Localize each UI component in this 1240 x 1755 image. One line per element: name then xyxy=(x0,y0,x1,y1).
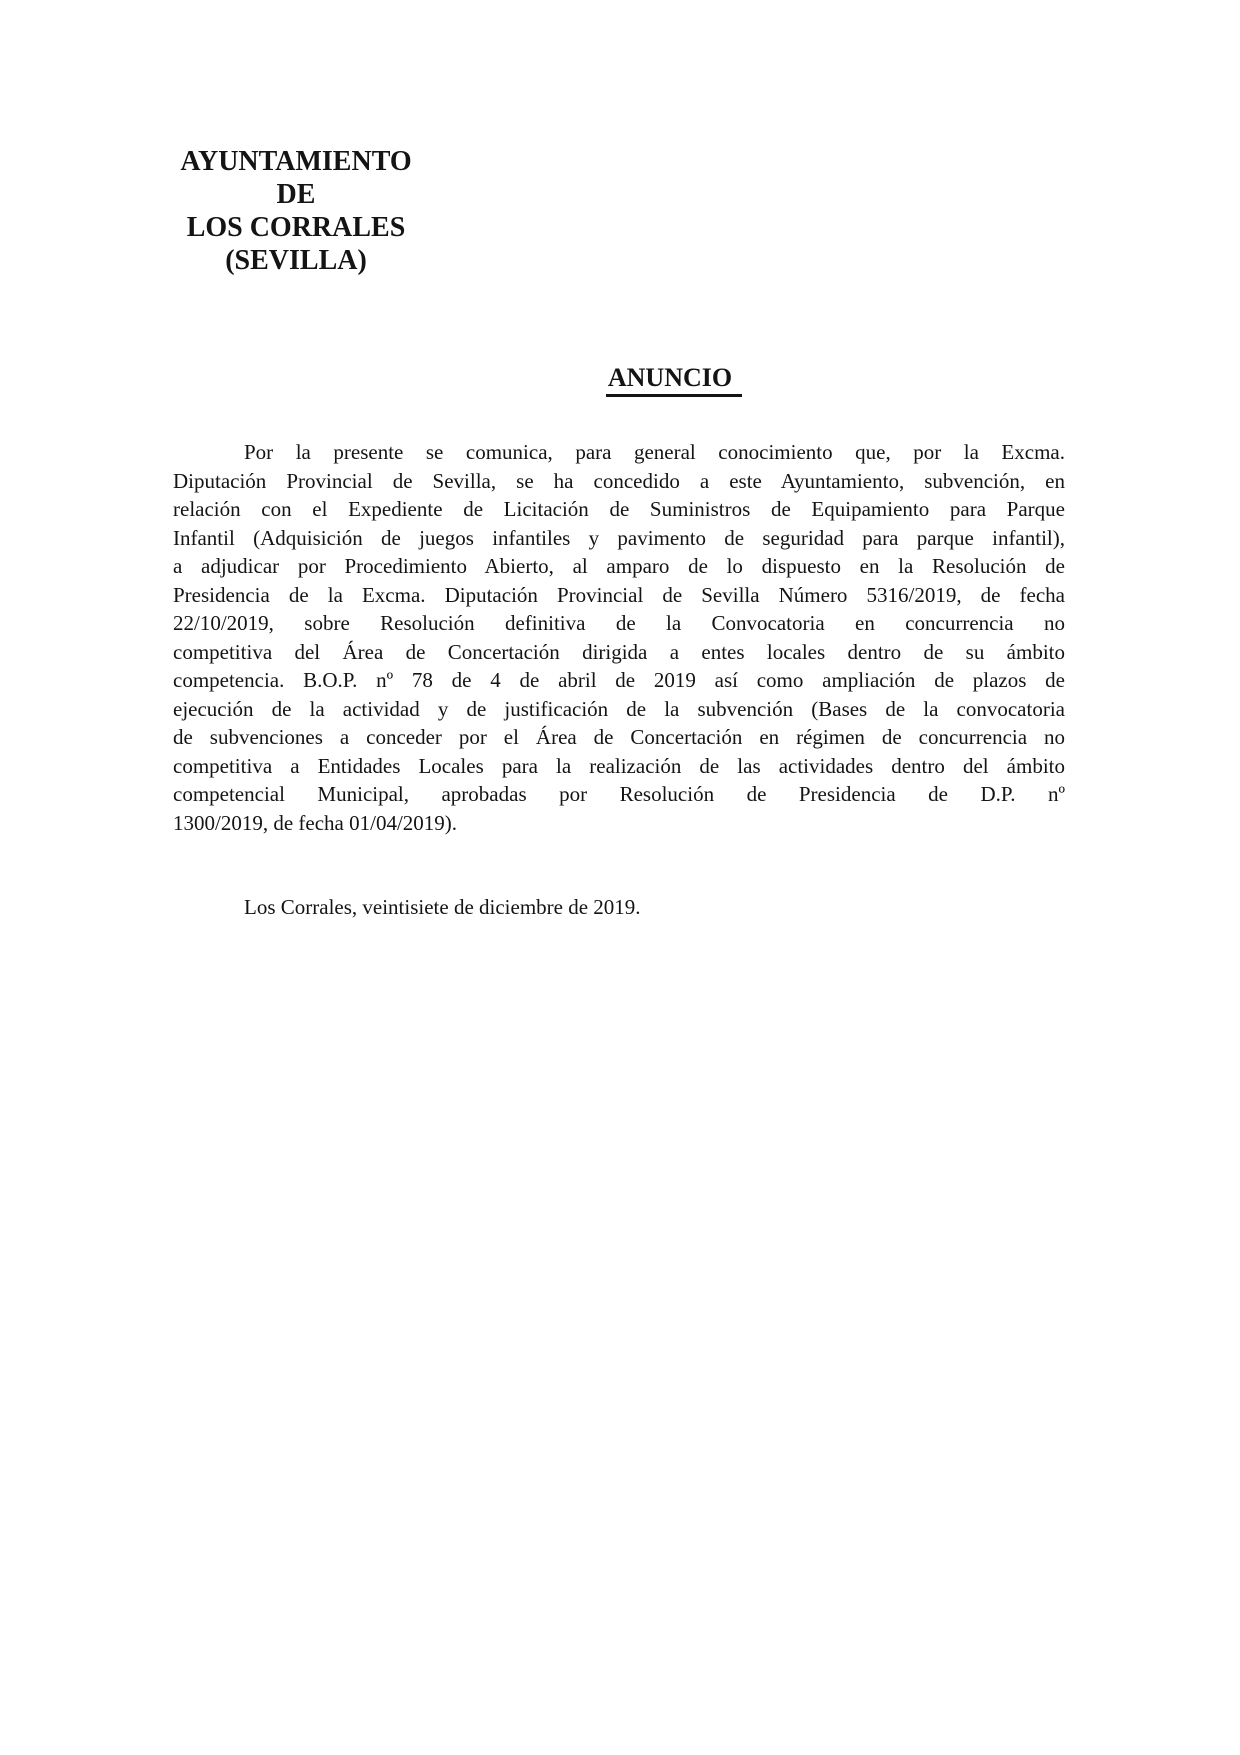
announcement-title-row xyxy=(54,364,1240,397)
paragraph-line: competencia. B.O.P. nº 78 de 4 de abril de 2019 así como ampliación de plazos de xyxy=(173,668,1065,692)
paragraph-line: Por la presente se comunica, para general conocimiento que, por la Excma. xyxy=(244,440,1065,464)
announcement-title: ANUNCIO xyxy=(606,364,742,397)
paragraph-line: 1300/2019, de fecha 01/04/2019). xyxy=(173,810,458,835)
paragraph-line: Infantil (Adquisición de juegos infantiles y pavimento de seguridad para parque infantil), xyxy=(173,525,1065,550)
paragraph-line: 22/10/2019, sobre Resolución definitiva de la Convocatoria en concurrencia no xyxy=(173,611,1065,635)
paragraph-line: Diputación Provincial de Sevilla, se ha concedido a este Ayuntamiento, subvención, en xyxy=(173,468,1065,493)
closing-dateline: Los Corrales, veintisiete de diciembre de 2019. xyxy=(244,895,641,919)
paragraph-line: competitiva del Área de Concertación dirigida a entes locales dentro de su ámbito xyxy=(173,639,1065,664)
paragraph-line: ejecución de la actividad y de justificación de la subvención (Bases de la convocatoria xyxy=(173,696,1065,721)
paragraph-line: relación con el Expediente de Licitación de Suministros de Equipamiento para Parque xyxy=(173,497,1065,521)
letterhead-line-1: AYUNTAMIENTO xyxy=(180,146,412,177)
letterhead-line-2: DE xyxy=(276,179,316,210)
paragraph-line: competitiva a Entidades Locales para la realización de las actividades dentro del ámbito xyxy=(173,753,1065,778)
paragraph-line: Presidencia de la Excma. Diputación Provincial de Sevilla Número 5316/2019, de fecha xyxy=(173,582,1065,607)
letterhead-line-4: (SEVILLA) xyxy=(225,245,367,276)
letterhead-line-3: LOS CORRALES xyxy=(186,212,406,243)
paragraph-line: competencial Municipal, aprobadas por Resolución de Presidencia de D.P. nº xyxy=(173,782,1065,806)
letterhead xyxy=(160,145,432,277)
body-paragraph xyxy=(173,438,1065,837)
paragraph-line: de subvenciones a conceder por el Área de Concertación en régimen de concurrencia no xyxy=(173,725,1065,749)
paragraph-line: a adjudicar por Procedimiento Abierto, al amparo de lo dispuesto en la Resolución de xyxy=(173,554,1065,578)
